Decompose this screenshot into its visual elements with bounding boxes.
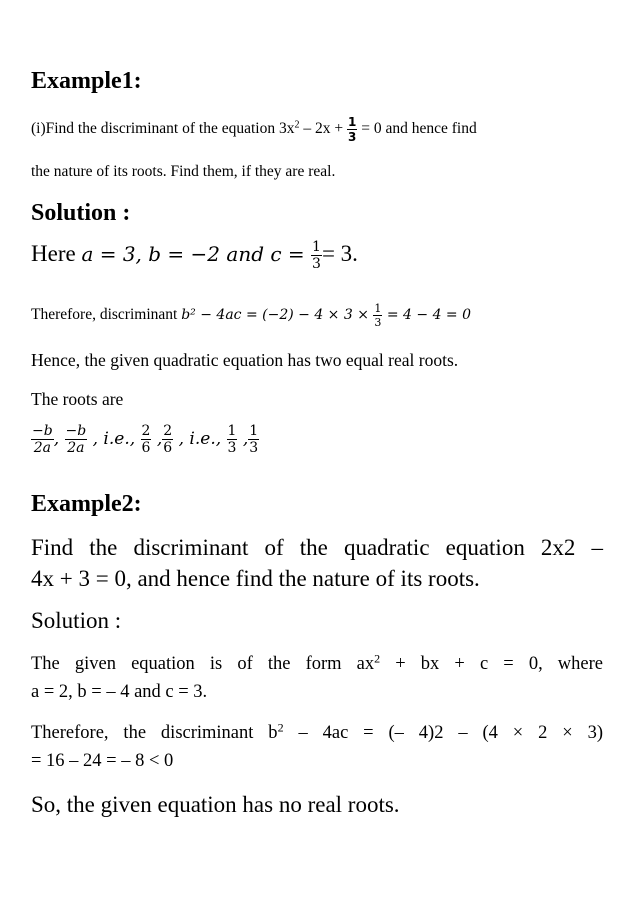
fraction-two-sixths: $\frac{2}{6}$ — [163, 423, 173, 456]
example2-heading: Example2: — [31, 491, 142, 517]
solution2-discriminant-line1: Therefore, the discriminant $b^2 - 4ac$ = (– 4)2 – (4 × 2 × 3) — [31, 720, 604, 743]
example1-question-line2: the nature of its roots. Find them, if they are real. — [31, 163, 336, 180]
solution1-heading: Solution : — [31, 200, 131, 226]
solution1-hence-line: Hence, the given quadratic equation has two equal real roots. — [31, 350, 459, 370]
solution1-discriminant-line: Therefore, discriminant b² − 4ac = (−2) − 4 × 3 × $\frac{1}{3}$ = 4 − 4 = 0 — [31, 302, 472, 329]
solution2-conclusion: So, the given equation has no real roots. — [31, 792, 400, 817]
fraction-one-third: $\frac{1}{3}$ — [227, 423, 237, 456]
solution2-heading: Solution : — [31, 608, 122, 633]
solution2-discriminant-line2: = 16 – 24 = – 8 < 0 — [31, 751, 174, 771]
example2-question-line2: 4x + 3 = 0, and hence find the nature of its roots. — [31, 566, 480, 591]
example1-heading: Example1: — [31, 68, 142, 94]
solution2-given-line1: The given equation is of the form $ax^2$ + bx + c = 0, where — [31, 651, 603, 674]
solution1-roots-label: The roots are — [31, 389, 124, 409]
fraction-one-third: $\frac{1}{3}$ — [347, 115, 357, 144]
example2-question-line1: Find the discriminant of the quadratic equation 2x2 – — [31, 535, 603, 560]
fraction-one-third: $\frac{1}{3}$ — [249, 423, 259, 456]
solution2-given-line2: a = 2, b = – 4 and c = 3. — [31, 682, 208, 702]
fraction-two-sixths: $\frac{2}{6}$ — [141, 423, 151, 456]
solution1-roots-expression: $\frac{-b}{2a}$ , $\frac{-b}{2a}$ , i.e., $\frac{2}{6}$ , $\frac{2}{6}$ , i.e., $\frac{1}{3}$ , $\frac{1}{3}$ — [32, 423, 259, 456]
fraction-one-third: $\frac{1}{3}$ — [374, 302, 382, 329]
fraction-neg-b-over-2a: $\frac{-b}{2a}$ — [32, 423, 53, 456]
solution1-here-line: Here a = 3, b = −2 and c = $\frac{1}{3}$ = 3. — [31, 239, 358, 272]
fraction-one-third: $\frac{1}{3}$ — [312, 239, 321, 272]
fraction-neg-b-over-2a: $\frac{-b}{2a}$ — [65, 423, 87, 456]
example1-question-line1: (i)Find the discriminant of the equation $3x^2 - 2x$ + $\frac{1}{3}$ = 0 and hence find — [31, 115, 477, 144]
